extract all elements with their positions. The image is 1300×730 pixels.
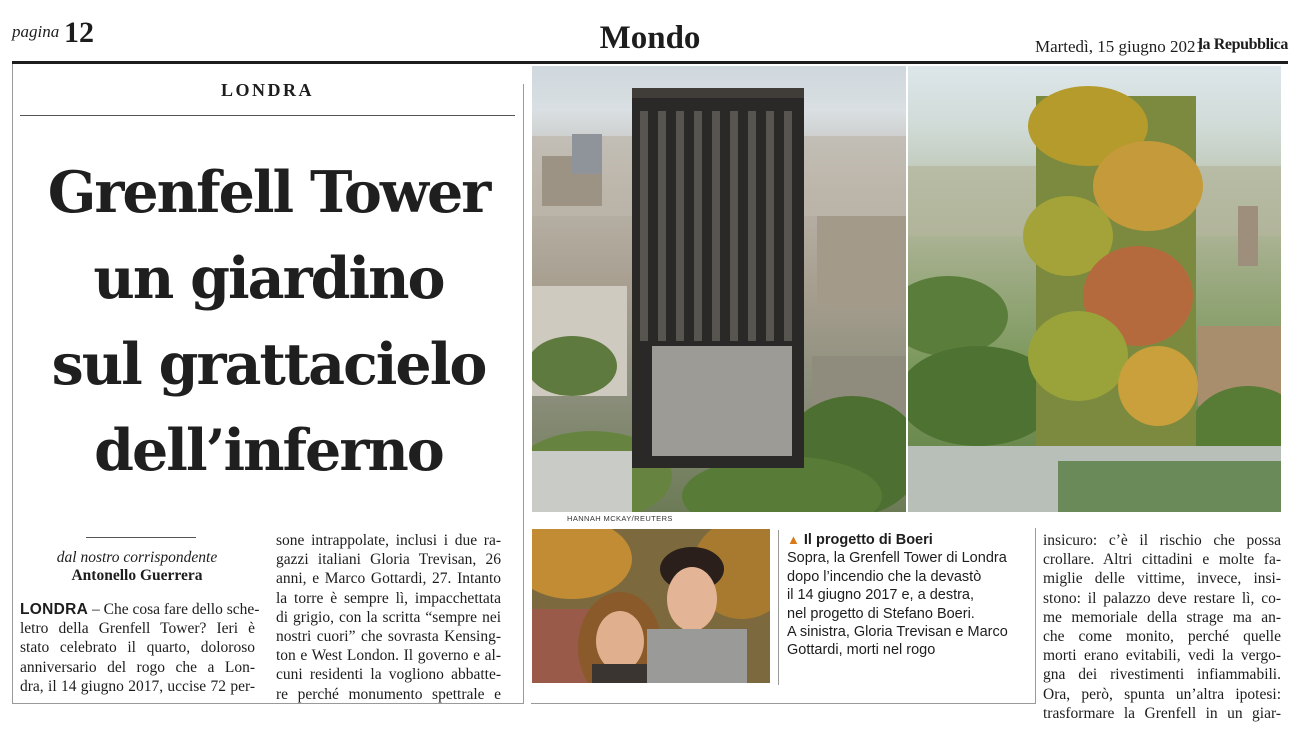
victims-selfie-photo — [532, 529, 770, 683]
triangle-icon: ▲ — [787, 532, 800, 547]
headline-line: dell’inferno — [94, 417, 443, 484]
caption-line: Gottardi, morti nel rogo — [787, 642, 936, 659]
body-line: che come monito, perché quelle — [1043, 628, 1281, 646]
body-line: trasformare la Grenfell in un giar- — [1043, 704, 1281, 722]
body-line: me memoriale della strage ma an- — [1043, 608, 1281, 626]
green-tower-illustration — [908, 66, 1281, 512]
body-line: morti erano evitabili, vedi la vergo- — [1043, 647, 1281, 665]
body-line: crollare. Altri cittadini e molte fa- — [1043, 551, 1281, 569]
headline-line: Grenfell Tower — [47, 159, 490, 226]
column-divider — [523, 84, 524, 704]
caption-line: dopo l’incendio che la devastò — [787, 568, 982, 585]
body-column-1 — [20, 600, 260, 696]
caption-line: nel progetto di Stefano Boeri. — [787, 605, 975, 622]
dateline: LONDRA — [20, 601, 89, 618]
bottom-rule — [531, 703, 1036, 704]
byline-rule — [86, 537, 196, 538]
article-kicker: LONDRA — [220, 80, 314, 100]
caption-title-text: Il progetto di Boeri — [803, 532, 933, 548]
caption-line: il 14 giugno 2017 e, a destra, — [787, 587, 975, 604]
body-line: di grigio, con la scritta “sempre nei — [276, 608, 501, 626]
body-line: sone intrappolate, inclusi i due ra- — [276, 532, 501, 549]
byline-author: Antonello Guerrera — [71, 567, 203, 584]
section-title: Mondo — [599, 20, 701, 56]
body-line: cuni residenti la vogliono abbatte- — [276, 666, 501, 684]
headline-line: un giardino — [93, 245, 444, 312]
selfie-illustration — [532, 529, 770, 683]
caption-line: A sinistra, Gloria Trevisan e Marco — [787, 624, 1008, 641]
masthead-rule — [12, 61, 1288, 64]
body-line: gazzi italiani Gloria Trevisan, 26 — [276, 551, 501, 569]
caption-line: Sopra, la Grenfell Tower di Londra — [787, 550, 1007, 567]
body-column-2 — [276, 531, 501, 704]
body-line: letro della Grenfell Tower? Ieri è — [20, 620, 255, 638]
body-column-3 — [1043, 531, 1281, 723]
page-label: pagina — [12, 22, 60, 41]
byline-label: dal nostro corrispondente — [56, 549, 218, 566]
burnt-tower-illustration — [532, 66, 906, 512]
kicker-rule — [20, 115, 515, 116]
body-line: anniversario del rogo che a Lon- — [20, 658, 255, 676]
article-headline — [16, 150, 521, 494]
body-line: la torre è sempre lì, impacchettata — [276, 589, 501, 607]
photo-credit: HANNAH MCKAY/REUTERS — [567, 514, 673, 523]
body-line: stono: il palazzo deve restare lì, co- — [1043, 589, 1281, 607]
body-line: gna dei rivestimenti infiammabili. — [1043, 666, 1281, 684]
body-line: stato celebrato il quarto, doloroso — [20, 639, 255, 657]
newspaper-logo: la Repubblica — [1198, 36, 1288, 53]
caption-divider — [778, 530, 779, 685]
photo-caption — [787, 531, 1027, 660]
body-line — [20, 600, 260, 619]
body-line: ton e West London. Il governo e al- — [276, 647, 501, 665]
body-line-text: – Che cosa fare dello sche- — [88, 601, 260, 618]
body-line: insicuro: c’è il rischio che possa — [1043, 532, 1281, 549]
masthead — [0, 0, 1300, 64]
body-line: miglie delle vittime, invece, insi- — [1043, 570, 1281, 588]
body-line: re perché monumento spettrale e — [276, 685, 501, 703]
page-number: 12 — [64, 16, 94, 49]
body-line: dra, il 14 giugno 2017, uccise 72 per- — [20, 677, 255, 695]
green-tower-photo — [908, 66, 1281, 512]
headline-line: sul grattacielo — [51, 331, 486, 398]
body-line: nostri cuori” che sovrasta Kensing- — [276, 628, 501, 646]
body-line: Ora, però, spunta un’altra ipotesi: — [1043, 685, 1281, 703]
issue-date: Martedì, 15 giugno 2021 — [1034, 37, 1204, 56]
left-edge-rule — [12, 64, 13, 704]
caption-title — [787, 531, 1027, 549]
body-line: anni, e Marco Gottardi, 27. Intanto — [276, 570, 501, 588]
burnt-tower-photo — [532, 66, 906, 512]
text-column-divider — [1035, 528, 1036, 704]
